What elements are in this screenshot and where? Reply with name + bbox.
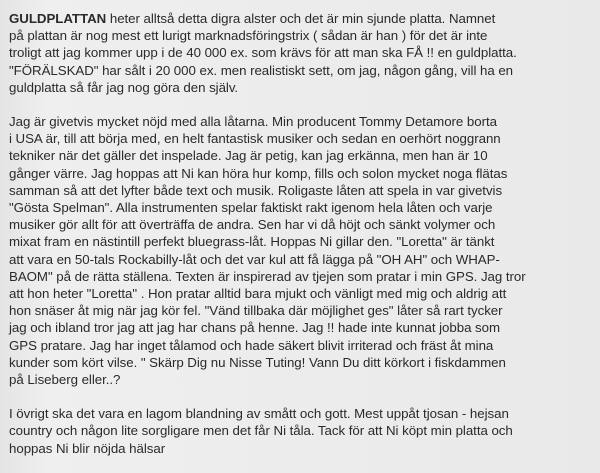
text-line: Jag är givetvis mycket nöjd med alla låtarna. Min producent Tommy Detamore borta (9, 114, 497, 130)
text-line: country och någon lite sorgligare men det får Ni tåla. Tack för att Ni köpt min platta och (9, 423, 513, 439)
text-line: att hon heter "Loretta" . Hon pratar alltid bara mjukt och vänligt med mig och aldrig att (9, 286, 507, 302)
text-line: hoppas Ni blir nöjda hälsar (9, 440, 166, 456)
paragraph-spacer (9, 96, 586, 113)
text-line: gånger värre. Jag hoppas att Ni kan höra hur komp, fills och solon mycket noga flätas (9, 165, 508, 181)
text-line: I övrigt ska det vara en lagom blandning av smått och gott. Mest uppåt tjosan - hejsan (9, 406, 509, 422)
text-line-segment: heter alltså detta digra alster och det är min sjunde platta. Namnet (106, 11, 496, 26)
text-line: troligt att jag kommer upp i de 40 000 ex. som krävs för att man ska FÅ !! en guldplatta. (9, 45, 517, 61)
text-line: jag och ibland tror jag att jag har chans på henne. Jag !! hade inte kunnat jobba som (9, 320, 501, 336)
text-line: samman så att det lyfter både text och musik. Roligaste låten att spela in var givetvis (9, 182, 503, 198)
text-line: BAOM" på de rätta ställena. Texten är inspirerad av tjejen som pratar i min GPS. Jag tror (9, 268, 526, 284)
text-line: tekniker när det gäller det inspelade. Jag är petig, kan jag erkänna, men han är 10 (9, 148, 488, 164)
text-line: guldplatta så får jag nog göra den själv. (9, 79, 239, 95)
text-line: att vara en 50-tals Rockabilly-låt och det var kul att få lägga på "OH AH" och WHAP- (9, 251, 500, 267)
text-line: musiker gör allt för att överträffa de andra. Sen har vi då höjt och sänkt volymer och (9, 217, 496, 233)
text-line: "Gösta Spelman". Alla instrumenten spelar faktiskt rakt igenom hela låten och varje (9, 200, 493, 216)
paragraph-spacer (9, 388, 586, 405)
text-line: på plattan är nog mest ett lurigt marknadsföringstrix ( sådan är han ) för det är inte (9, 28, 488, 44)
text-line (9, 10, 586, 27)
text-line: GPS pratare. Jag har inget tålamod och hade säkert blivit irriterad och fräst åt mina (9, 337, 494, 353)
text-line: kunder som kört vilse. " Skärp Dig nu Nisse Tuting! Vann Du ditt körkort i fiskdammen (9, 354, 506, 370)
paragraph-closing (9, 405, 586, 457)
paragraph-intro (9, 10, 586, 96)
album-title: GULDPLATTAN (9, 11, 107, 26)
paragraph-producer (9, 113, 586, 388)
text-line: i USA är, till att börja med, en helt fantastisk musiker och sedan en oerhört noggrann (9, 131, 501, 147)
text-line: på Liseberg eller..? (9, 372, 121, 388)
text-line: "FÖRÄLSKAD" har sålt i 20 000 ex. men realistiskt sett, om jag, någon gång, vill ha en (9, 62, 514, 78)
text-line: hon snäser åt mig när jag kör fel. "Vänd tillbaka där möjlighet ges" låter så rart tycker (9, 303, 503, 319)
text-line: mixat fram en nästintill perfekt bluegrass-låt. Hoppas Ni gillar den. "Loretta" är tänkt (9, 234, 495, 250)
